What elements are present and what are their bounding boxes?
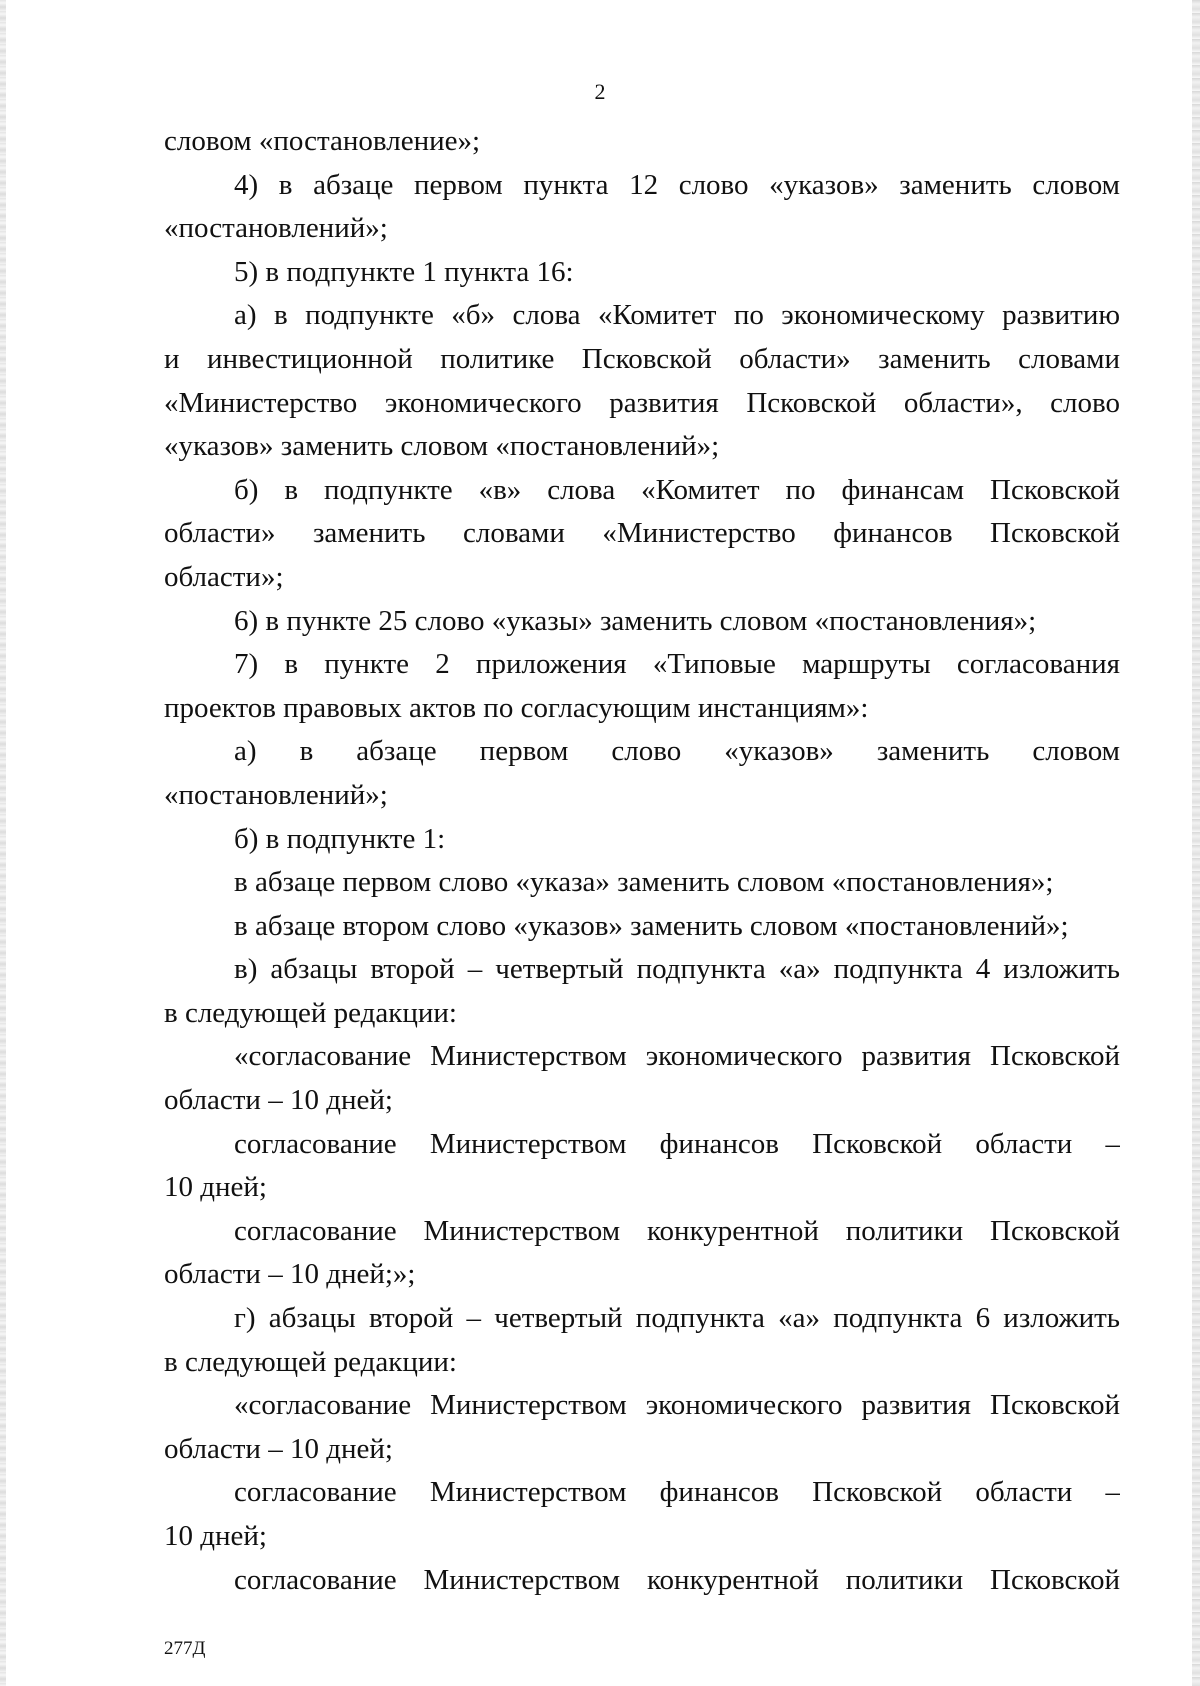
text-line: 7) в пункте 2 приложения «Типовые маршруты согласования: [234, 648, 1120, 681]
text-line: в) абзацы второй – четвертый подпункта «а» подпункта 4 изложить: [234, 953, 1120, 986]
text-line: словом «постановление»;: [164, 125, 481, 157]
text-line: проектов правовых актов по согласующим инстанциям»:: [164, 691, 869, 724]
text-line: «постановлений»;: [164, 778, 388, 811]
text-line: согласование Министерством конкурентной политики Псковской: [234, 1214, 1120, 1247]
text-line: а) в подпункте «б» слова «Комитет по экономическому развитию: [234, 299, 1120, 332]
text-line: г) абзацы второй – четвертый подпункта «а» подпункта 6 изложить: [234, 1302, 1120, 1335]
text-line: области – 10 дней;»;: [164, 1258, 416, 1291]
text-line: 10 дней;: [164, 1171, 267, 1204]
text-line: 4) в абзаце первом пункта 12 слово «указов» заменить словом: [234, 168, 1120, 201]
scan-edge-right: [1192, 0, 1200, 1686]
text-line: а) в абзаце первом слово «указов» заменить словом: [234, 735, 1120, 768]
scan-edge-left: [0, 0, 6, 1686]
text-line: области – 10 дней;: [164, 1084, 393, 1117]
text-line: согласование Министерством финансов Псковской области –: [234, 1476, 1120, 1509]
text-line: в следующей редакции:: [164, 996, 457, 1029]
text-line: области» заменить словами «Министерство финансов Псковской: [164, 517, 1120, 550]
text-line: «указов» заменить словом «постановлений»;: [164, 430, 720, 463]
text-line: б) в подпункте «в» слова «Комитет по финансам Псковской: [234, 473, 1120, 506]
text-line: и инвестиционной политике Псковской области» заменить словами: [164, 342, 1120, 375]
page-number: 2: [594, 79, 606, 104]
text-line: согласование Министерством финансов Псковской области –: [234, 1127, 1120, 1160]
text-line: области – 10 дней;: [164, 1432, 393, 1465]
text-line: области»;: [164, 560, 284, 593]
text-line: «согласование Министерством экономического развития Псковской: [234, 1040, 1120, 1073]
text-line: 6) в пункте 25 слово «указы» заменить словом «постановления»;: [234, 604, 1037, 637]
document-body: [164, 120, 1120, 1602]
text-line: «постановлений»;: [164, 212, 388, 245]
text-line: согласование Министерством конкурентной политики Псковской: [234, 1563, 1120, 1596]
footer-document-code: 277Д: [164, 1638, 206, 1659]
text-line: 10 дней;: [164, 1520, 267, 1552]
text-line: «Министерство экономического развития Псковской области», слово: [164, 386, 1120, 419]
text-line: в абзаце первом слово «указа» заменить словом «постановления»;: [234, 866, 1054, 899]
text-line: «согласование Министерством экономического развития Псковской: [234, 1389, 1120, 1422]
text-line: б) в подпункте 1:: [234, 822, 446, 855]
text-line: в абзаце втором слово «указов» заменить словом «постановлений»;: [234, 909, 1069, 942]
text-line: 5) в подпункте 1 пункта 16:: [234, 255, 574, 288]
text-line: в следующей редакции:: [164, 1345, 457, 1378]
